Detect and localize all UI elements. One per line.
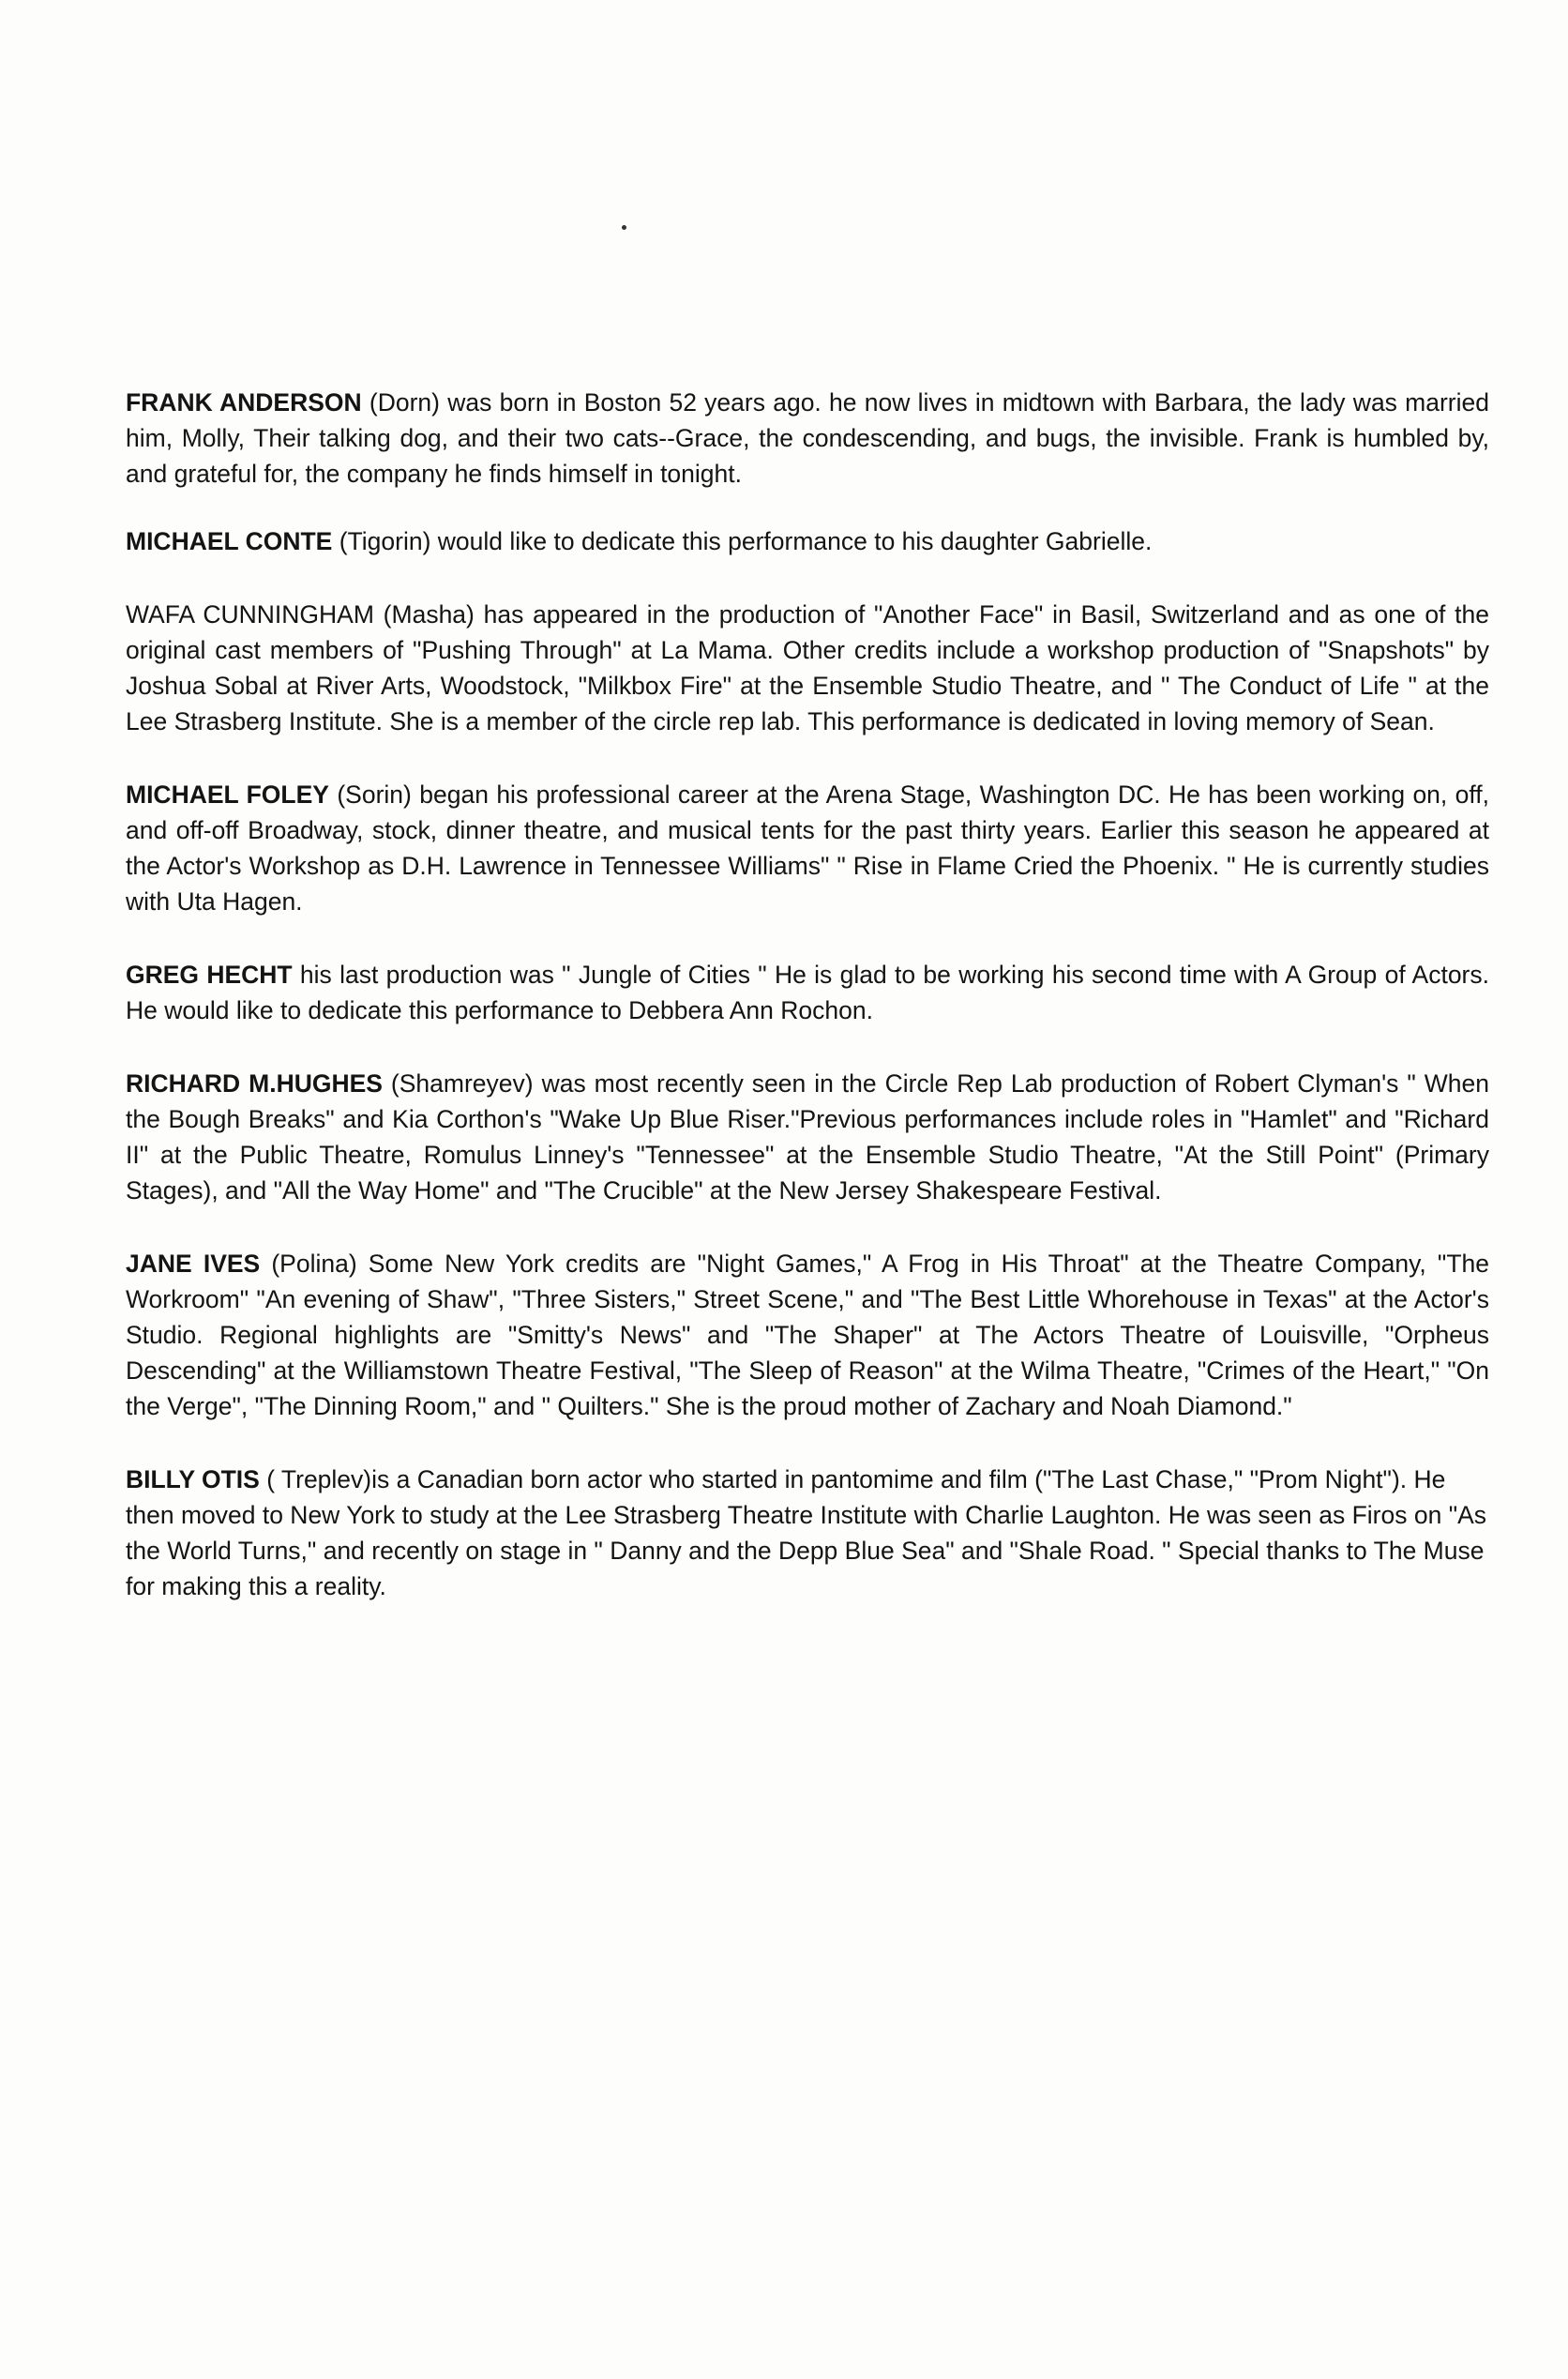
- bio-name: RICHARD M.HUGHES: [126, 1069, 383, 1098]
- bio-wafa-cunningham: [126, 597, 1489, 739]
- bio-name: FRANK ANDERSON: [126, 388, 362, 417]
- bio-greg-hecht: [126, 957, 1489, 1028]
- bio-richard-hughes: [126, 1066, 1489, 1208]
- bio-name: BILLY OTIS: [126, 1465, 260, 1493]
- bio-billy-otis: [126, 1462, 1489, 1604]
- bio-text: (Shamreyev) was most recently seen in the Circle Rep Lab production of Robert Clyman's " When the Bough Breaks" and Kia Corthon's "Wake Up Blue Riser."Previous performances include roles in "Hamlet" and "Richard II" at the Public Theatre, Romulus Linney's "Tennessee" at the Ensemble Studio Theatre, "At the Still Point" (Primary Stages), and "All the Way Home" and "The Crucible" at the New Jersey Shakespeare Festival.: [126, 1069, 1489, 1205]
- bio-frank-anderson: [126, 385, 1489, 492]
- bio-name: JANE IVES: [126, 1250, 261, 1278]
- bio-text: (Masha) has appeared in the production of "Another Face" in Basil, Switzerland and as one of the original cast members of "Pushing Through" at La Mama. Other credits include a workshop production of "Snapshots" by Joshua Sobal at River Arts, Woodstock, "Milkbox Fire" at the Ensemble Studio Theatre, and " The Conduct of Life " at the Lee Strasberg Institute. She is a member of the circle rep lab. This performance is dedicated in loving memory of Sean.: [126, 600, 1489, 735]
- bio-text: (Polina) Some New York credits are "Night Games," A Frog in His Throat" at the Theatre Company, "The Workroom" "An evening of Shaw", "Three Sisters," Street Scene," and "The Best Little Whorehouse in Texas" at the Actor's Studio. Regional highlights are "Smitty's News" and "The Shaper" at The Actors Theatre of Louisville, "Orpheus Descending" at the Williamstown Theatre Festival, "The Sleep of Reason" at the Wilma Theatre, "Crimes of the Heart," "On the Verge", "The Dinning Room," and " Quilters." She is the proud mother of Zachary and Noah Diamond.": [126, 1250, 1489, 1420]
- bio-name: WAFA CUNNINGHAM: [126, 600, 374, 629]
- bio-text: (Dorn) was born in Boston 52 years ago. he now lives in midtown with Barbara, the lady was married him, Molly, Their talking dog, and their two cats--Grace, the condescending, and bugs, the invisible. Frank is humbled by, and grateful for, the company he finds himself in tonight.: [126, 388, 1489, 488]
- bio-text: (Tigorin) would like to dedicate this performance to his daughter Gabrielle.: [332, 527, 1153, 555]
- bio-text: (Sorin) began his professional career at the Arena Stage, Washington DC. He has been working on, off, and off-off Broadway, stock, dinner theatre, and musical tents for the past thirty years. Earlier this season he appeared at the Actor's Workshop as D.H. Lawrence in Tennessee Williams" " Rise in Flame Cried the Phoenix. " He is currently studies with Uta Hagen.: [126, 780, 1490, 916]
- bio-name: GREG HECHT: [126, 961, 293, 989]
- bio-name: MICHAEL CONTE: [126, 527, 333, 555]
- bio-michael-foley: [126, 777, 1489, 919]
- bio-text: his last production was " Jungle of Cities " He is glad to be working his second time with A Group of Actors. He would like to dedicate this performance to Debbera Ann Rochon.: [126, 961, 1489, 1024]
- bio-jane-ives: [126, 1246, 1489, 1424]
- bio-name: MICHAEL FOLEY: [126, 780, 329, 809]
- bio-michael-conte: [126, 523, 1489, 559]
- bio-text: ( Treplev)is a Canadian born actor who started in pantomime and film ("The Last Chase," "Prom Night"). He then moved to New York to study at the Lee Strasberg Theatre Institute with Charlie Laughton. He was seen as Firos on "As the World Turns," and recently on stage in " Danny and the Depp Blue Sea" and "Shale Road. " Special thanks to The Muse for making this a reality.: [126, 1465, 1487, 1600]
- cast-bios: [126, 385, 1489, 1604]
- print-speck: [622, 225, 626, 230]
